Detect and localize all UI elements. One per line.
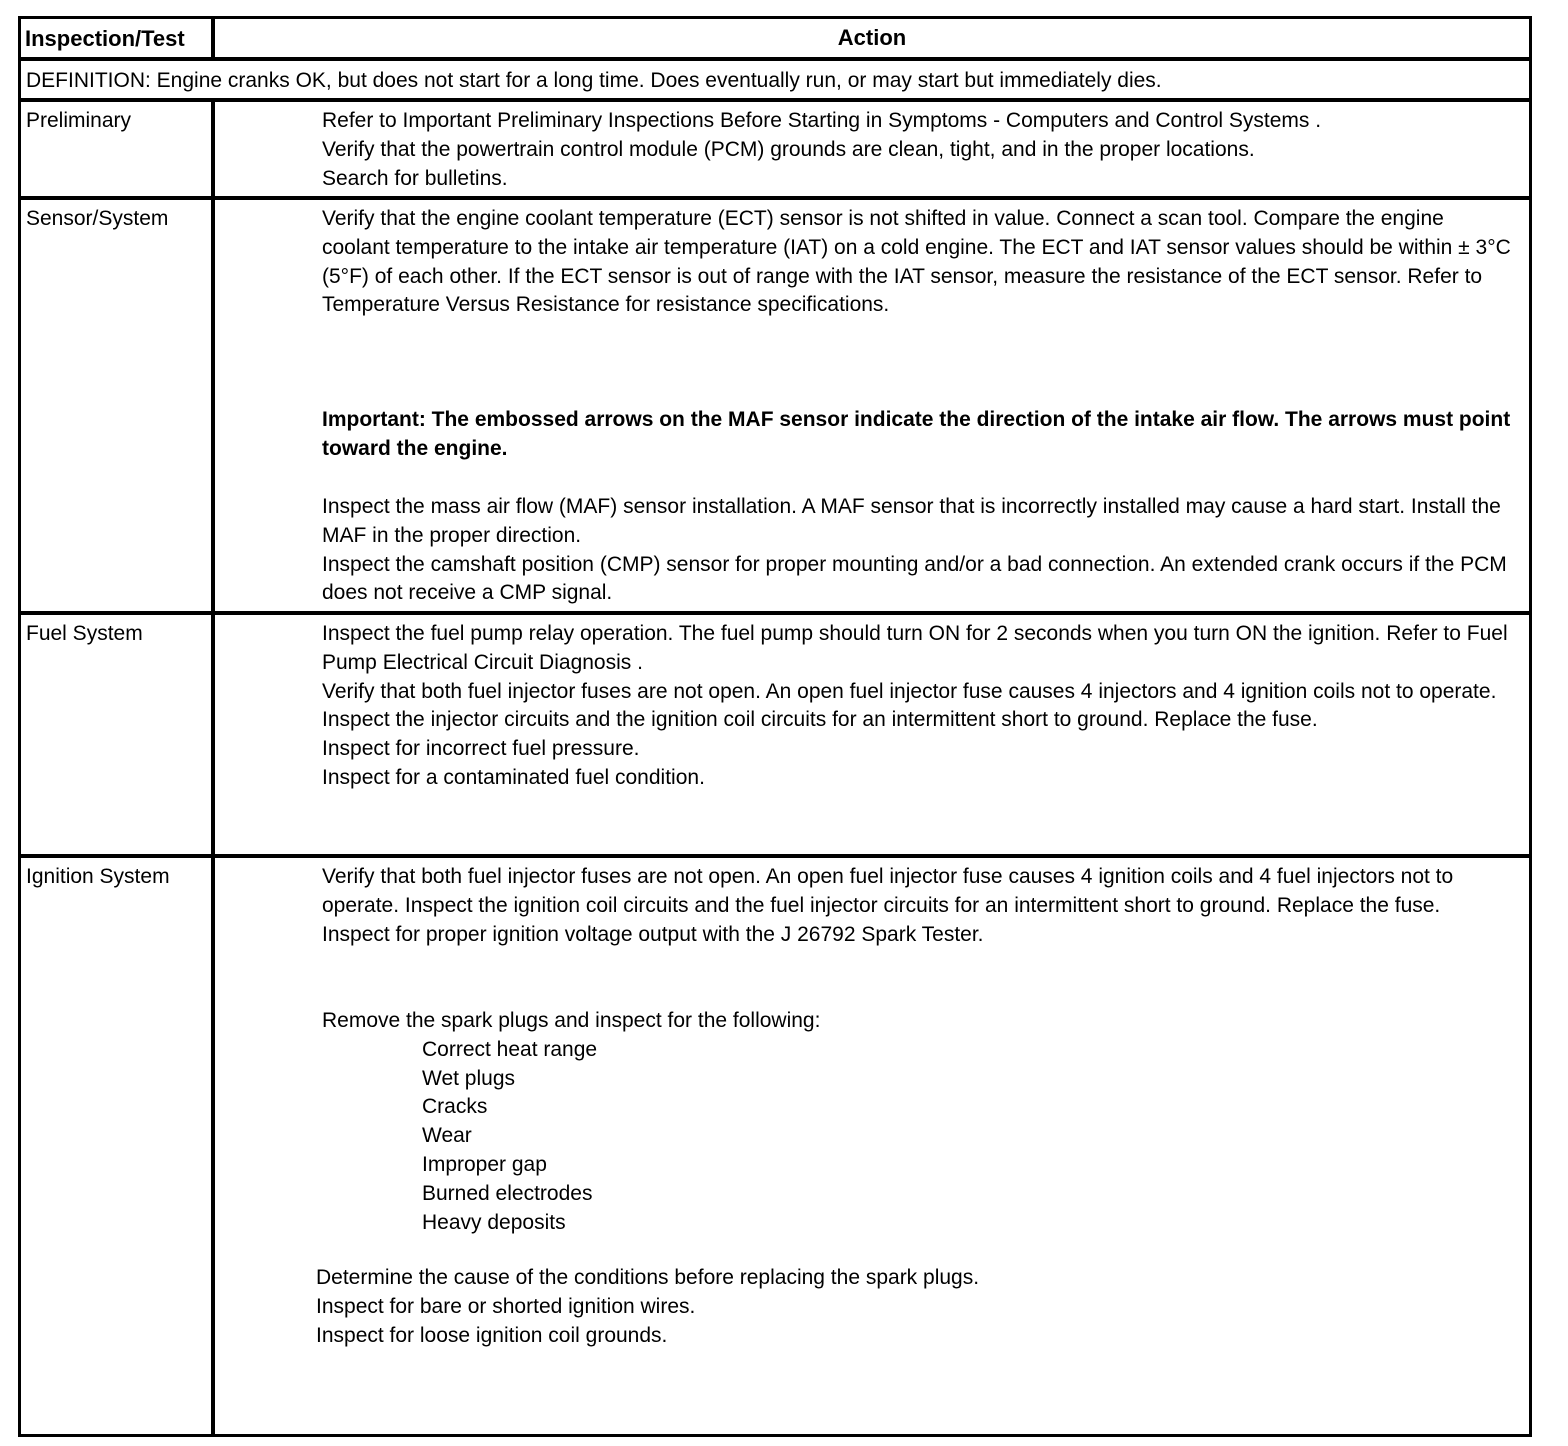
row-action — [215, 615, 1529, 854]
table-header-row — [21, 19, 1529, 61]
action-line: Search for bulletins. — [322, 166, 508, 190]
spark-plug-list-item: Wet plugs — [422, 1066, 515, 1090]
spark-plug-list-item: Wear — [422, 1124, 472, 1148]
action-line: Inspect for a contaminated fuel condition. — [322, 765, 705, 789]
action-line: Inspect for proper ignition voltage output with the J 26792 Spark Tester. — [322, 922, 984, 946]
action-line: Verify that both fuel injector fuses are not open. An open fuel injector fuse causes 4 ignition coils and 4 fuel injectors not to operate. Inspect the ignition coil circuits and the fuel injector circuits for an intermittent short to ground. Replace the fuse. — [322, 865, 1454, 917]
table-row-fuel-system — [21, 615, 1529, 858]
row-label: Ignition System — [21, 858, 215, 1434]
row-action — [215, 102, 1529, 196]
important-note: Important: The embossed arrows on the MAF sensor indicate the direction of the intake air flow. The arrows must point toward the engine. — [322, 408, 1511, 460]
action-line: Inspect for bare or shorted ignition wires. — [316, 1294, 696, 1318]
header-action: Action — [837, 25, 907, 50]
action-line: Inspect for loose ignition coil grounds. — [316, 1323, 668, 1347]
action-paragraph: Verify that the engine coolant temperature (ECT) sensor is not shifted in value. Connect a scan tool. Compare the engine coolant temperature to the intake air temperature (IAT) on a cold engine. The ECT and IAT sensor values should be within ± 3°C (5°F) of each other. If the ECT sensor is out of range with the IAT sensor, measure the resistance of the ECT sensor. Refer to Temperature Versus Resistance for resistance specifications. — [322, 207, 1511, 317]
table-row-ignition-system — [21, 858, 1529, 1434]
row-label: Sensor/System — [21, 200, 215, 611]
definition-row — [21, 61, 1529, 102]
row-label: Preliminary — [21, 102, 215, 196]
action-line: Inspect the fuel pump relay operation. The fuel pump should turn ON for 2 seconds when you turn ON the ignition. Refer to Fuel Pump Electrical Circuit Diagnosis . — [322, 622, 1508, 674]
action-paragraph: Inspect the camshaft position (CMP) sensor for proper mounting and/or a bad connection. An extended crank occurs if the PCM does not receive a CMP signal. — [322, 552, 1507, 605]
spark-plug-list-item: Improper gap — [422, 1152, 547, 1176]
row-action — [215, 200, 1529, 611]
spark-plug-list-item: Correct heat range — [422, 1037, 598, 1061]
action-line: Determine the cause of the conditions before replacing the spark plugs. — [316, 1266, 980, 1289]
table-row-sensor-system — [21, 200, 1529, 615]
action-line: Refer to Important Preliminary Inspections Before Starting in Symptoms - Computers and Control Systems . — [322, 109, 1322, 132]
spark-plug-list-item: Burned electrodes — [422, 1181, 593, 1205]
table-row-preliminary — [21, 102, 1529, 200]
action-line: Inspect for incorrect fuel pressure. — [322, 737, 640, 761]
spark-plug-list-item: Cracks — [422, 1095, 488, 1119]
spark-plug-list-item: Heavy deposits — [422, 1210, 566, 1234]
action-line: Verify that the powertrain control module (PCM) grounds are clean, tight, and in the proper locations. — [322, 137, 1255, 161]
diagnostic-table — [18, 16, 1532, 1437]
definition-text: DEFINITION: Engine cranks OK, but does not start for a long time. Does eventually run, or may start but immediately dies. — [26, 69, 1162, 92]
header-inspection-test: Inspection/Test — [21, 19, 215, 57]
action-paragraph: Inspect the mass air flow (MAF) sensor installation. A MAF sensor that is incorrectly installed may cause a hard start. Install the MAF in the proper direction. — [322, 495, 1501, 547]
action-line: Verify that both fuel injector fuses are not open. An open fuel injector fuse causes 4 injectors and 4 ignition coils not to operate. Inspect the injector circuits and the ignition coil circuits for an intermittent short to ground. Replace the fuse. — [322, 679, 1497, 732]
spark-plug-list-intro: Remove the spark plugs and inspect for the following: — [322, 1009, 821, 1032]
row-action — [215, 858, 1529, 1434]
row-label: Fuel System — [21, 615, 215, 854]
